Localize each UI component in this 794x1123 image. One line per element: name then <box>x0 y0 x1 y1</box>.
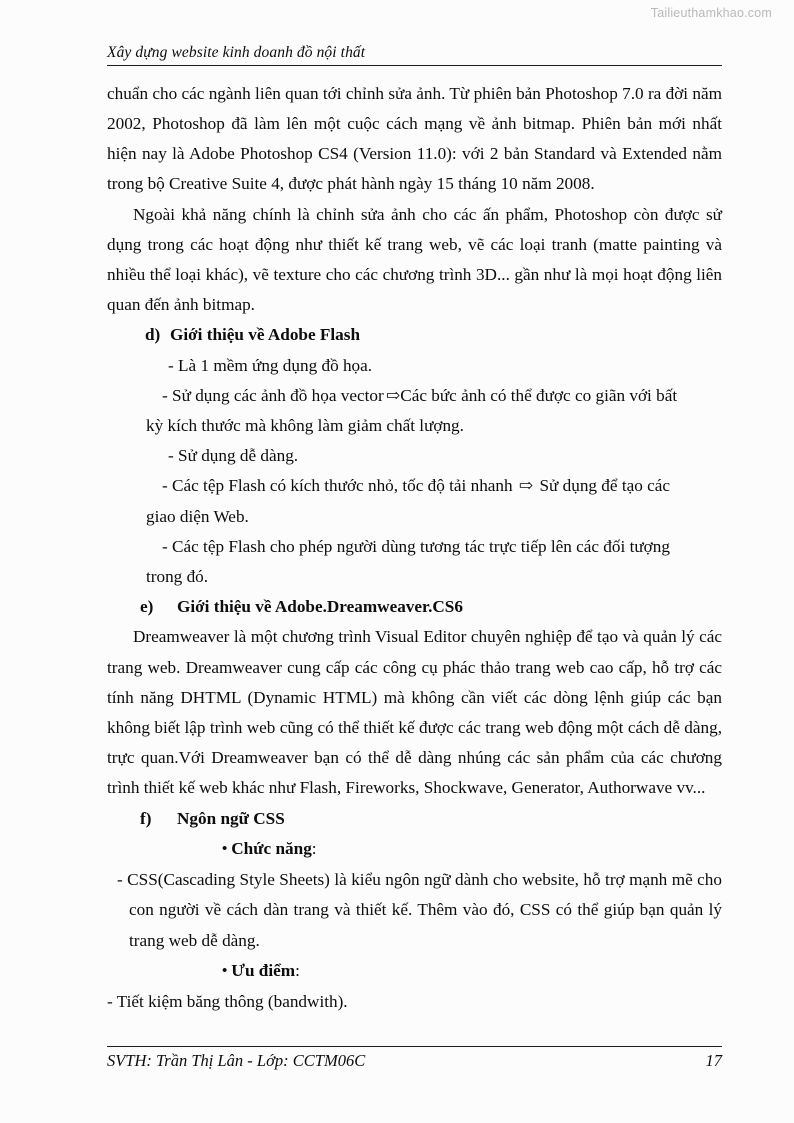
flash-item-2-continuation: kỳ kích thước mà không làm giảm chất lượng. <box>146 416 464 436</box>
flash-item-2-prefix: - Sử dụng các ảnh đồ họa vector <box>162 385 384 405</box>
heading-section-e <box>107 592 722 622</box>
flash-item-5-continuation: trong đó. <box>146 567 209 587</box>
header-title: Xây dựng website kinh doanh đồ nội thất <box>107 44 366 61</box>
flash-item-4 <box>107 471 722 501</box>
css-chuc-nang-body: - CSS(Cascading Style Sheets) là kiểu ngôn ngữ dành cho website, hỗ trợ mạnh mẽ cho con người về cách dàn trang và thiết kế. Thêm vào đó, CSS có thể giúp bạn quản lý trang web dễ dàng. <box>117 870 722 950</box>
flash-item-4-continuation: giao diện Web. <box>146 506 249 526</box>
heading-d-title: Giới thiệu về Adobe Flash <box>170 325 361 345</box>
flash-item-4-suffix: Sử dụng để tạo các <box>539 476 671 496</box>
flash-item-5: - Các tệp Flash cho phép người dùng tương tác trực tiếp lên các đối tượng <box>162 536 670 556</box>
flash-item-2-suffix: Các bức ảnh có thể được co giãn với bất <box>400 385 678 405</box>
css-bullet-uu-diem-colon: : <box>295 960 300 980</box>
running-footer <box>107 1046 722 1071</box>
flash-item-1: - Là 1 mềm ứng dụng đồ họa. <box>168 355 373 375</box>
paragraph-photoshop-uses: Ngoài khả năng chính là chỉnh sửa ảnh cho các ấn phẩm, Photoshop còn được sử dụng trong các hoạt động như thiết kế trang web, vẽ các loại tranh (matte painting và nhiều thể loại khác), vẽ texture cho các chương trình 3D... gần như là mọi hoạt động liên quan đến ảnh bitmap. <box>107 204 722 315</box>
running-header <box>107 44 722 66</box>
paragraph-photoshop-versions: chuẩn cho các ngành liên quan tới chỉnh sửa ảnh. Từ phiên bản Photoshop 7.0 ra đời năm 2002, Photoshop đã làm lên một cuộc cách mạng về ảnh bitmap. Phiên bản mới nhất hiện nay là Adobe Photoshop CS4 (Version 11.0): với 2 bản Standard và Extended nằm trong bộ Creative Suite 4, được phát hành ngày 15 tháng 10 năm 2008. <box>107 83 722 194</box>
bullet-dot-icon: • <box>222 840 228 857</box>
css-bullet-chuc-nang-colon: : <box>311 838 317 858</box>
heading-e-title: Giới thiệu về Adobe.Dreamweaver.CS6 <box>177 597 463 617</box>
body-text <box>107 79 722 1017</box>
flash-item-3: - Sử dụng dễ dàng. <box>168 446 299 466</box>
right-arrow-icon: ⇨ <box>386 385 401 405</box>
page-content <box>107 44 722 1017</box>
heading-d-marker: d) <box>145 325 161 345</box>
css-uu-diem-body: - Tiết kiệm băng thông (bandwith). <box>107 991 348 1011</box>
heading-e-marker: e) <box>140 597 154 617</box>
heading-section-f <box>107 804 722 834</box>
bullet-dot-icon: • <box>222 962 228 979</box>
css-bullet-chuc-nang <box>107 834 722 865</box>
css-bullet-uu-diem <box>107 956 722 987</box>
css-bullet-uu-diem-label: Ưu điểm <box>231 960 296 980</box>
flash-item-2 <box>107 381 722 411</box>
right-arrow-icon: ⇨ <box>518 476 534 496</box>
heading-f-marker: f) <box>140 808 152 828</box>
flash-item-4-prefix: - Các tệp Flash có kích thước nhỏ, tốc độ tải nhanh <box>162 476 513 496</box>
paragraph-dreamweaver: Dreamweaver là một chương trình Visual Editor chuyên nghiệp để tạo và quản lý các trang web. Dreamweaver cung cấp các công cụ phác thảo trang web cao cấp, hỗ trợ các tính năng DHTML (Dynamic HTML) mà không cần viết các dòng lệnh giúp các bạn không biết lập trình web cũng có thể thiết kế được các trang web động một cách dễ dàng, trực quan.Với Dreamweaver bạn có thể dễ dàng nhúng các sản phẩm của các chương trình thiết kế web khác như Flash, Fireworks, Shockwave, Generator, Authorwave vv... <box>107 627 722 798</box>
footer-author: SVTH: Trần Thị Lân - Lớp: CCTM06C <box>107 1051 366 1070</box>
heading-section-d <box>107 320 722 350</box>
css-bullet-chuc-nang-label: Chức năng <box>231 838 312 858</box>
page-number: 17 <box>705 1051 722 1070</box>
site-watermark: Tailieuthamkhao.com <box>650 6 772 20</box>
heading-f-title: Ngôn ngữ CSS <box>177 808 285 828</box>
